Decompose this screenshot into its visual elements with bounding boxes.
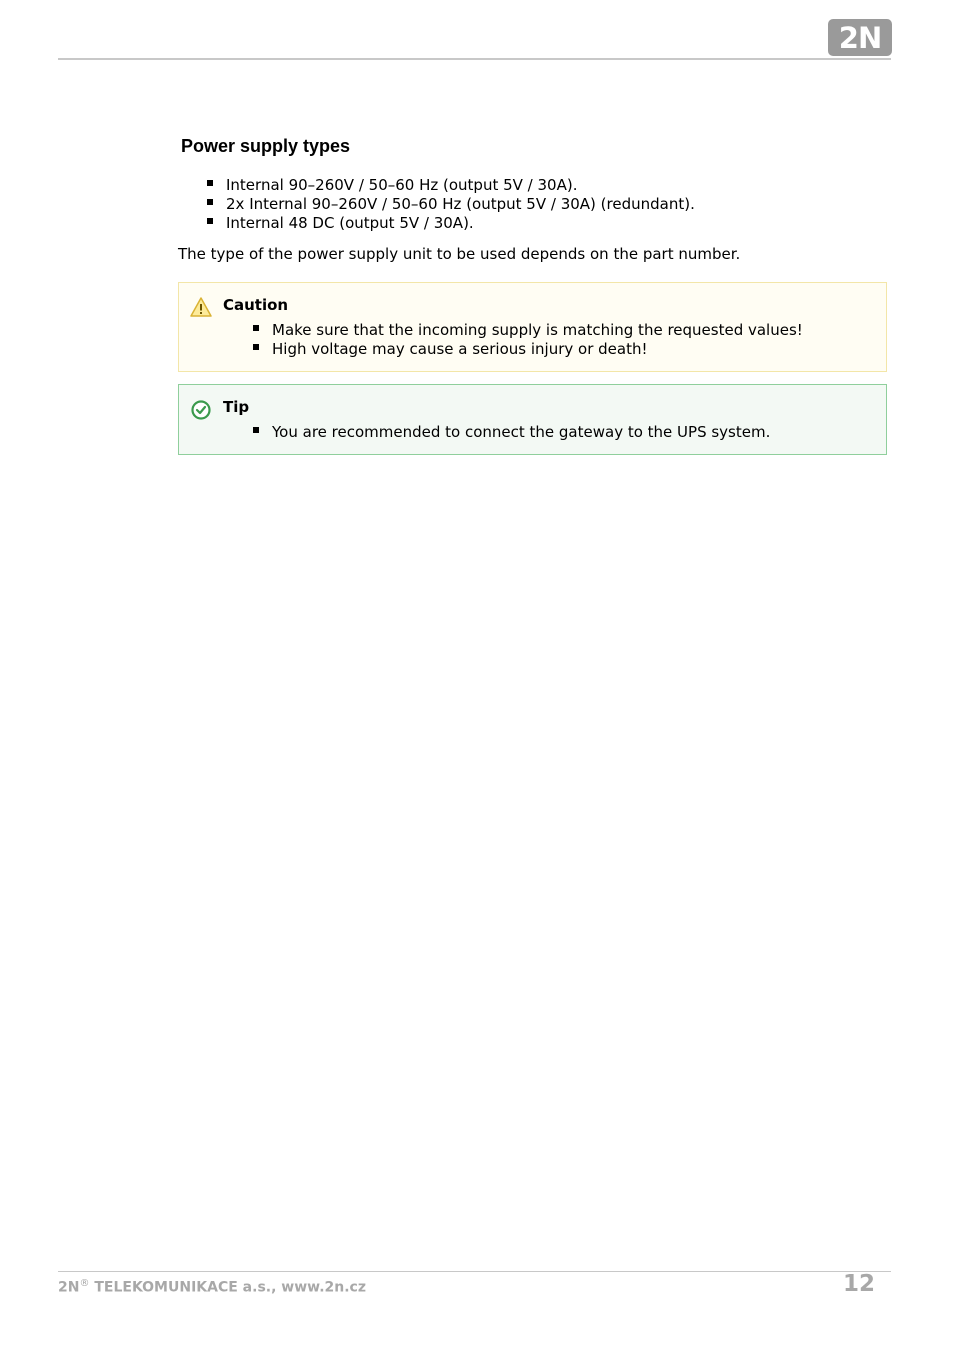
list-item: Internal 90–260V / 50–60 Hz (output 5V / 30A). [207, 176, 695, 195]
power-supply-list [207, 176, 695, 233]
list-item: 2x Internal 90–260V / 50–60 Hz (output 5V / 30A) (redundant). [207, 195, 695, 214]
check-circle-icon [190, 398, 212, 420]
tip-list [253, 423, 770, 442]
logo-text: 2N [838, 20, 882, 55]
list-item: You are recommended to connect the gateway to the UPS system. [253, 423, 770, 442]
footer-company-rest: TELEKOMUNIKACE a.s., www.2n.cz [89, 1279, 366, 1296]
header-divider [58, 58, 891, 60]
registered-mark: ® [79, 1278, 90, 1289]
caution-list [253, 321, 803, 359]
caution-title: Caution [223, 296, 289, 314]
tip-title: Tip [223, 398, 250, 416]
list-item: High voltage may cause a serious injury or death! [253, 340, 803, 359]
caution-box [178, 282, 887, 372]
page-number: 12 [842, 1271, 875, 1297]
footer-divider [58, 1271, 891, 1272]
body-paragraph: The type of the power supply unit to be used depends on the part number. [178, 245, 741, 263]
footer-company [58, 1278, 366, 1296]
company-logo [828, 19, 892, 56]
tip-box [178, 384, 887, 455]
section-title: Power supply types [181, 136, 351, 156]
list-item: Internal 48 DC (output 5V / 30A). [207, 214, 695, 233]
list-item: Make sure that the incoming supply is matching the requested values! [253, 321, 803, 340]
warning-triangle-icon [190, 296, 212, 318]
footer-company-prefix: 2N [58, 1279, 80, 1296]
